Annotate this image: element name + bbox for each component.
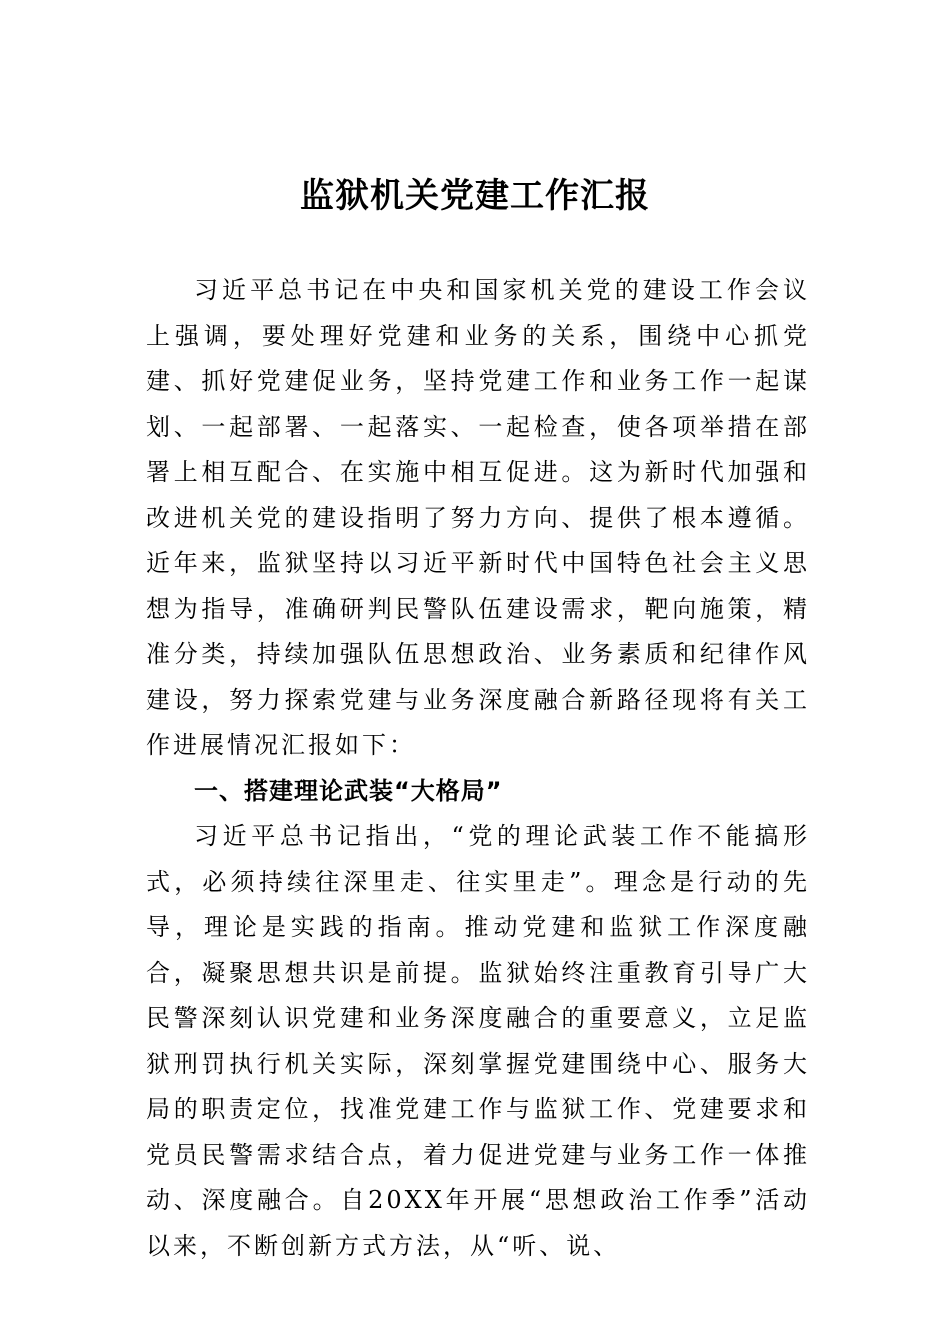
paragraph-section-1: 习近平总书记指出，“党的理论武装工作不能搞形式，必须持续往深里走、往实里走”。理念是行动的先导，理论是实践的指南。推动党建和监狱工作深度融合，凝聚思想共识是前提。监狱始终注重教育引导广大民警深刻认识党建和业务深度融合的重要意义，立足监狱刑罚执行机关实际，深刻掌握党建围绕中心、服务大局的职责定位，找准党建工作与监狱工作、党建要求和党员民警需求结合点，着力促进党建与业务工作一体推动、深度融合。自20XX年开展“思想政治工作季”活动以来，不断创新方式方法，从“听、说、 [146, 822, 810, 1260]
document-title: 监狱机关党建工作汇报 [300, 176, 650, 216]
document-body [146, 268, 810, 1269]
paragraph-intro: 习近平总书记在中央和国家机关党的建设工作会议上强调，要处理好党建和业务的关系，围绕中心抓党建、抓好党建促业务，坚持党建工作和业务工作一起谋划、一起部署、一起落实、一起检查，使各项举措在部署上相互配合、在实施中相互促进。这为新时代加强和改进机关党的建设指明了努力方向、提供了根本遵循。近年来，监狱坚持以习近平新时代中国特色社会主义思想为指导，准确研判民警队伍建设需求，靶向施策，精准分类，持续加强队伍思想政治、业务素质和纪律作风建设，努力探索党建与业务深度融合新路径现将有关工作进展情况汇报如下： [146, 276, 810, 759]
section-heading-1: 一、搭建理论武装“大格局” [194, 776, 503, 805]
